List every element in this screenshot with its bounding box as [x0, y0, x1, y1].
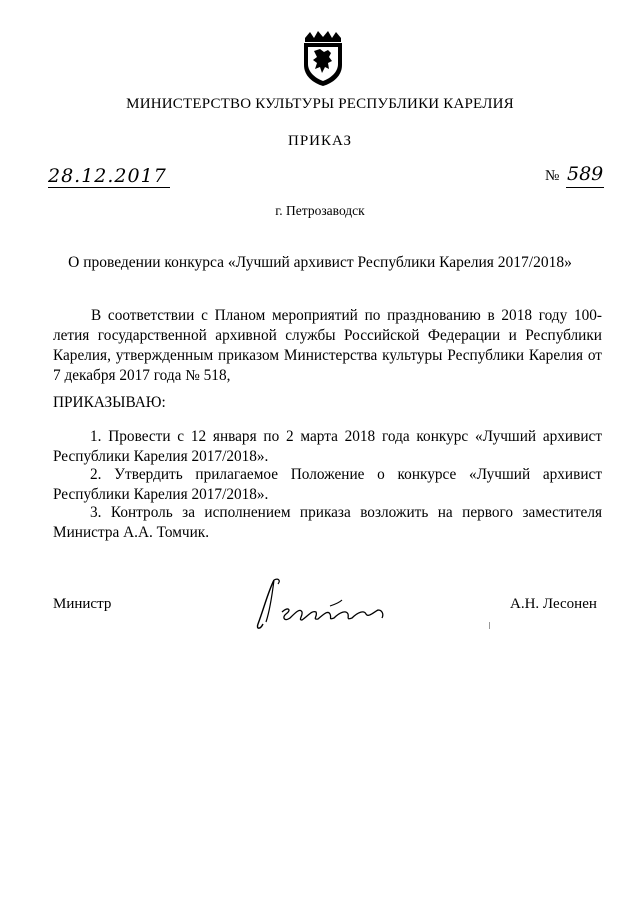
document-type: ПРИКАЗ — [288, 133, 352, 149]
order-number: 589 — [567, 163, 604, 185]
directive-heading: ПРИКАЗЫВАЮ: — [53, 394, 166, 411]
city: г. Петрозаводск — [275, 203, 365, 218]
date-underline — [48, 187, 170, 188]
preamble-paragraph: В соответствии с Планом мероприятий по празднованию в 2018 году 100-летия государственной архивной службы Российской Федерации и Республики Карелия, утвержденным приказом Министерства культуры Республики Карелия от 7 декабря 2017 года № 518, — [53, 307, 602, 384]
order-item: 2. Утвердить прилагаемое Положение о конкурсе «Лучший архивист Республики Карелия 2017/2018». — [53, 466, 602, 503]
coat-of-arms-icon — [300, 29, 346, 87]
signatory-name: А.Н. Лесонен — [510, 596, 597, 612]
scan-speck — [489, 622, 490, 629]
handwritten-signature — [254, 572, 394, 634]
ministry-name: МИНИСТЕРСТВО КУЛЬТУРЫ РЕСПУБЛИКИ КАРЕЛИЯ — [126, 96, 514, 112]
order-item: 3. Контроль за исполнением приказа возложить на первого заместителя Министра А.А. Томчик. — [53, 504, 602, 541]
signatory-title: Министр — [53, 596, 112, 612]
order-date: 28.12.2017 — [48, 165, 167, 187]
order-item: 1. Провести с 12 января по 2 марта 2018 года конкурс «Лучший архивист Республики Карелия 2017/2018». — [53, 428, 602, 465]
number-underline — [566, 187, 604, 188]
order-number-label: № — [545, 168, 560, 184]
order-subject: О проведении конкурса «Лучший архивист Республики Карелия 2017/2018» — [68, 254, 572, 271]
